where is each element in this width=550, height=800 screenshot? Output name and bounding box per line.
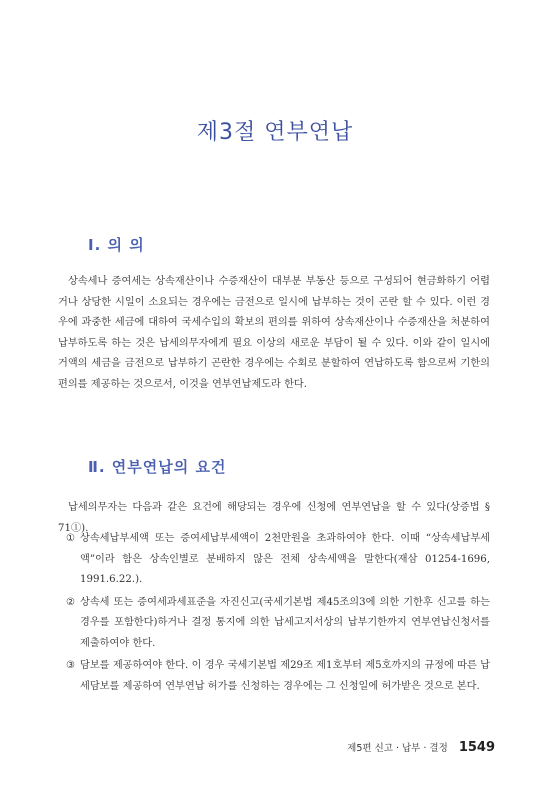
page-number: 1549	[458, 740, 495, 755]
list-item-number: ①	[66, 533, 76, 544]
list-item-text: 상속세납부세액 또는 증여세납부세액이 2천만원을 초과하여야 한다. 이때 “상속세납부세액”이라 함은 상속인별로 분배하지 않은 전체 상속세액을 말한다(재삼 01254-1696, 1991.6.22.).	[80, 533, 490, 585]
section-heading-meaning: Ⅰ. 의 의	[88, 236, 145, 255]
list-item-text: 담보를 제공하여야 한다. 이 경우 국세기본법 제29조 제1호부터 제5호까지의 규정에 따른 납세담보를 제공하여 연부연납 허가를 신청하는 경우에는 그 신청일에 허가받은 것으로 본다.	[80, 660, 490, 692]
requirements-list	[58, 529, 490, 699]
list-item-number: ③	[66, 660, 76, 671]
list-item-text: 상속세 또는 증여세과세표준을 자진신고(국세기본법 제45조의3에 의한 기한후 신고를 하는 경우를 포함한다)하거나 결정 통지에 의한 납세고지서상의 납부기한까지 연부연납신청서를 제출하여야 한다.	[80, 596, 490, 649]
footer-section-label: 제5편 신고 · 납부 · 결정	[347, 743, 448, 754]
page-footer	[347, 740, 495, 755]
list-item	[58, 593, 490, 655]
section-paragraph-requirements: 납세의무자는 다음과 같은 요건에 해당되는 경우에 신청에 연부연납을 할 수 있다(상증법 § 71①).	[58, 502, 490, 534]
list-item	[58, 656, 490, 697]
chapter-title: 제3절 연부연납	[196, 119, 354, 145]
list-item-number: ②	[66, 596, 76, 608]
list-item	[58, 529, 490, 591]
section-heading-requirements: Ⅱ. 연부연납의 요건	[88, 458, 227, 477]
section-paragraph-meaning: 상속세나 증여세는 상속재산이나 수증재산이 대부분 부동산 등으로 구성되어 현금화하기 어렵거나 상당한 시일이 소요되는 경우에는 금전으로 일시에 납부하는 것이 곤란 할 수 있다. 이런 경우에 과중한 세금에 대하여 국세수입의 확보의 편의를 위하여 상속재산이나 수증재산을 처분하여 납부하도록 하는 것은 납세의무자에게 필요 이상의 새로운 부담이 될 수 있다. 이와 같이 일시에 거액의 세금을 금전으로 납부하기 곤란한 경우에는 수회로 분할하여 연납하도록 함으로써 기한의 편의를 제공하는 것으로서, 이것을 연부연납제도라 한다.	[58, 276, 490, 390]
